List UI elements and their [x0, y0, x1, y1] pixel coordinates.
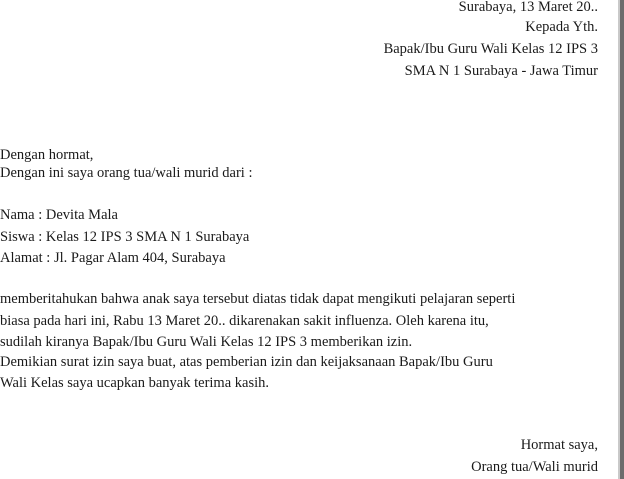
paragraph-line: Wali Kelas saya ucapkan banyak terima kasih.: [0, 375, 269, 391]
closing-regards: Hormat saya,: [520, 437, 598, 453]
paragraph-line: sudilah kiranya Bapak/Ibu Guru Wali Kelas 12 IPS 3 memberikan izin.: [0, 334, 413, 350]
recipient-school: SMA N 1 Surabaya - Jawa Timur: [404, 63, 598, 79]
paragraph-line: memberitahukan bahwa anak saya tersebut diatas tidak dapat mengikuti pelajaran seperti: [0, 291, 516, 307]
student-name: Nama : Devita Mala: [0, 207, 118, 223]
signer-label: Orang tua/Wali murid: [471, 459, 598, 475]
student-class: Siswa : Kelas 12 IPS 3 SMA N 1 Surabaya: [0, 229, 250, 245]
intro-line: Dengan ini saya orang tua/wali murid dari :: [0, 165, 253, 181]
student-address: Alamat : Jl. Pagar Alam 404, Surabaya: [0, 250, 226, 266]
paragraph-line: biasa pada hari ini, Rabu 13 Maret 20.. dikarenakan sakit influenza. Oleh karena itu,: [0, 313, 489, 329]
recipient-salutation: Kepada Yth.: [525, 19, 598, 35]
place-date: Surabaya, 13 Maret 20..: [458, 0, 598, 15]
recipient-title: Bapak/Ibu Guru Wali Kelas 12 IPS 3: [383, 41, 598, 57]
page-edge: [620, 0, 624, 479]
paragraph-line: Demikian surat izin saya buat, atas pemberian izin dan keijaksanaan Bapak/Ibu Guru: [0, 354, 493, 370]
greeting: Dengan hormat,: [0, 147, 94, 163]
